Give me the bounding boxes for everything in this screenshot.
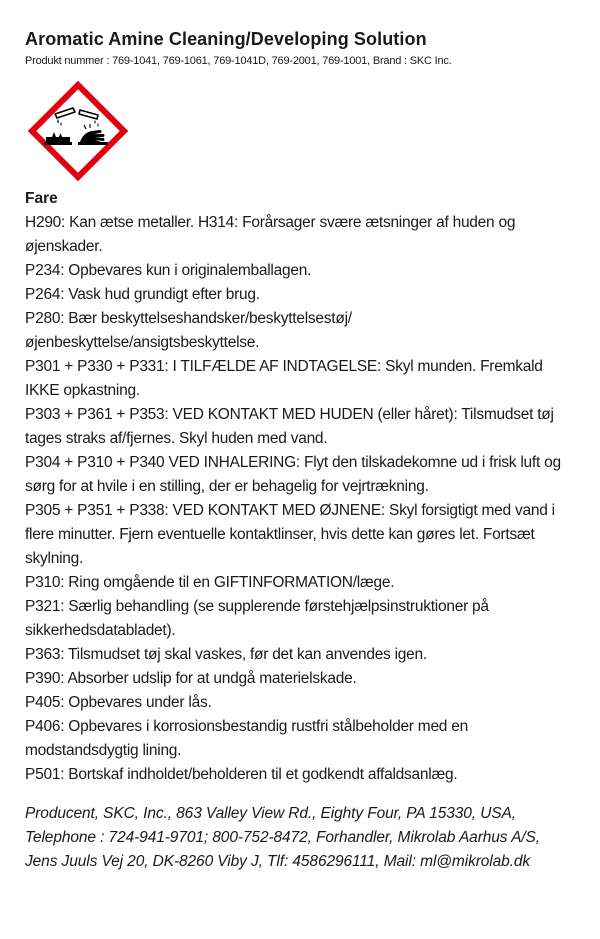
precautionary-statement: P264: Vask hud grundigt efter brug. xyxy=(25,286,260,303)
precautionary-statement: P303 + P361 + P353: VED KONTAKT MED HUDEN (eller håret): Tilsmudset tøj tages straks af/fjernes. Skyl huden med vand. xyxy=(25,406,554,447)
hazard-statement: H290: Kan ætse metaller. H314: Forårsager svære ætsninger af huden og øjenskader. xyxy=(25,214,516,255)
precautionary-statement: P321: Særlig behandling (se supplerende førstehjælpsinstruktioner på sikkerhedsdatabladet). xyxy=(25,598,489,639)
precautionary-statement: P405: Opbevares under lås. xyxy=(25,694,212,711)
precautionary-statement: P310: Ring omgående til en GIFTINFORMATION/læge. xyxy=(25,574,395,591)
precautionary-statement: P234: Opbevares kun i originalemballagen. xyxy=(25,262,312,279)
precautionary-statement: P390: Absorber udslip for at undgå materielskade. xyxy=(25,670,357,687)
safety-label xyxy=(25,27,575,874)
precautionary-statement: P280: Bær beskyttelseshandsker/beskyttelsestøj/ øjenbeskyttelse/ansigtsbeskyttelse. xyxy=(25,310,352,351)
precautionary-statement: P305 + P351 + P338: VED KONTAKT MED ØJNENE: Skyl forsigtigt med vand i flere minutter. Fjern eventuelle kontaktlinser, hvis dette kan gøres let. Fortsæt skylning. xyxy=(25,502,555,567)
precautionary-statement: P363: Tilsmudset tøj skal vaskes, før det kan anvendes igen. xyxy=(25,646,427,663)
signal-word: Fare xyxy=(25,190,58,207)
precautionary-statement: P301 + P330 + P331: I TILFÆLDE AF INDTAGELSE: Skyl munden. Fremkald IKKE opkastning. xyxy=(25,358,543,399)
supplier-info: Producent, SKC, Inc., 863 Valley View Rd., Eighty Four, PA 15330, USA, Telephone : 724-941-9701; 800-752-8472, Forhandler, Mikrolab Aarhus A/S, Jens Juuls Vej 20, DK-8260 Viby J, Tlf: 4586296111, Mail: ml@mikrolab.dk xyxy=(25,805,540,870)
product-numbers: Produkt nummer : 769-1041, 769-1061, 769-1041D, 769-2001, 769-1001, Brand : SKC Inc. xyxy=(25,55,452,67)
product-title: Aromatic Amine Cleaning/Developing Solution xyxy=(25,29,427,49)
precautionary-statement: P304 + P310 + P340 VED INHALERING: Flyt den tilskadekomne ud i frisk luft og sørg for at hvile i en stilling, der er behagelig for vejrtrækning. xyxy=(25,454,561,495)
precautionary-statement: P406: Opbevares i korrosionsbestandig rustfri stålbeholder med en modstandsdygtig lining. xyxy=(25,718,468,759)
corrosion-pictogram-icon xyxy=(28,81,128,181)
precautionary-statement: P501: Bortskaf indholdet/beholderen til et godkendt affaldsanlæg. xyxy=(25,766,458,783)
hazard-precautionary-statements xyxy=(25,211,575,787)
